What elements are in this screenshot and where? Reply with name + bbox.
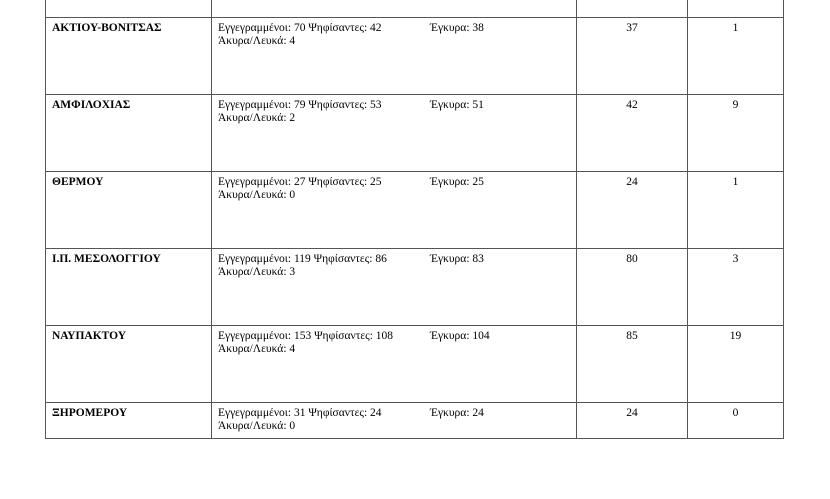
table-row — [46, 403, 784, 439]
vote-details — [212, 95, 577, 172]
registered-voted-text: Εγγεγραμμένοι: 70 Ψηφίσαντες: 42 — [218, 22, 382, 34]
results-table — [45, 0, 784, 439]
valid-votes-text: Έγκυρα: 51 — [430, 99, 484, 111]
value-cell-1: 85 — [577, 326, 688, 403]
table-row — [46, 95, 784, 172]
results-table-container — [45, 0, 784, 439]
vote-details — [212, 18, 577, 95]
district-name: Ι.Π. ΜΕΣΟΛΟΓΓΙΟΥ — [46, 249, 212, 326]
valid-votes-text: Έγκυρα: 38 — [430, 22, 484, 34]
value-cell-2: 19 — [688, 326, 784, 403]
table-cell — [577, 0, 688, 18]
table-row — [46, 18, 784, 95]
table-row-continuation — [46, 0, 784, 18]
value-cell-1: 42 — [577, 95, 688, 172]
registered-voted-text: Εγγεγραμμένοι: 31 Ψηφίσαντες: 24 — [218, 407, 382, 419]
table-cell — [688, 0, 784, 18]
vote-details — [212, 403, 577, 439]
registered-voted-text: Εγγεγραμμένοι: 153 Ψηφίσαντες: 108 — [218, 330, 394, 342]
value-cell-1: 24 — [577, 172, 688, 249]
district-name: ΞΗΡΟΜΕΡΟΥ — [46, 403, 212, 439]
district-name: ΝΑΥΠΑΚΤΟΥ — [46, 326, 212, 403]
invalid-votes-text: Άκυρα/Λευκά: 4 — [218, 35, 296, 47]
value-cell-2: 1 — [688, 172, 784, 249]
value-cell-1: 24 — [577, 403, 688, 439]
valid-votes-text: Έγκυρα: 104 — [430, 330, 490, 342]
invalid-votes-text: Άκυρα/Λευκά: 4 — [218, 343, 296, 355]
vote-details — [212, 172, 577, 249]
vote-details — [212, 326, 577, 403]
table-row — [46, 172, 784, 249]
value-cell-2: 9 — [688, 95, 784, 172]
district-name: ΑΚΤΙΟΥ-ΒΟΝΙΤΣΑΣ — [46, 18, 212, 95]
valid-votes-text: Έγκυρα: 24 — [430, 407, 484, 419]
table-row — [46, 326, 784, 403]
invalid-votes-text: Άκυρα/Λευκά: 2 — [218, 112, 296, 124]
table-cell — [46, 0, 212, 18]
district-name: ΘΕΡΜΟΥ — [46, 172, 212, 249]
invalid-votes-text: Άκυρα/Λευκά: 0 — [218, 420, 296, 432]
value-cell-2: 0 — [688, 403, 784, 439]
value-cell-1: 37 — [577, 18, 688, 95]
district-name: ΑΜΦΙΛΟΧΙΑΣ — [46, 95, 212, 172]
value-cell-1: 80 — [577, 249, 688, 326]
valid-votes-text: Έγκυρα: 83 — [430, 253, 484, 265]
value-cell-2: 3 — [688, 249, 784, 326]
table-cell — [212, 0, 577, 18]
value-cell-2: 1 — [688, 18, 784, 95]
registered-voted-text: Εγγεγραμμένοι: 79 Ψηφίσαντες: 53 — [218, 99, 382, 111]
registered-voted-text: Εγγεγραμμένοι: 119 Ψηφίσαντες: 86 — [218, 253, 387, 265]
valid-votes-text: Έγκυρα: 25 — [430, 176, 484, 188]
vote-details — [212, 249, 577, 326]
invalid-votes-text: Άκυρα/Λευκά: 0 — [218, 189, 296, 201]
table-row — [46, 249, 784, 326]
invalid-votes-text: Άκυρα/Λευκά: 3 — [218, 266, 296, 278]
registered-voted-text: Εγγεγραμμένοι: 27 Ψηφίσαντες: 25 — [218, 176, 382, 188]
